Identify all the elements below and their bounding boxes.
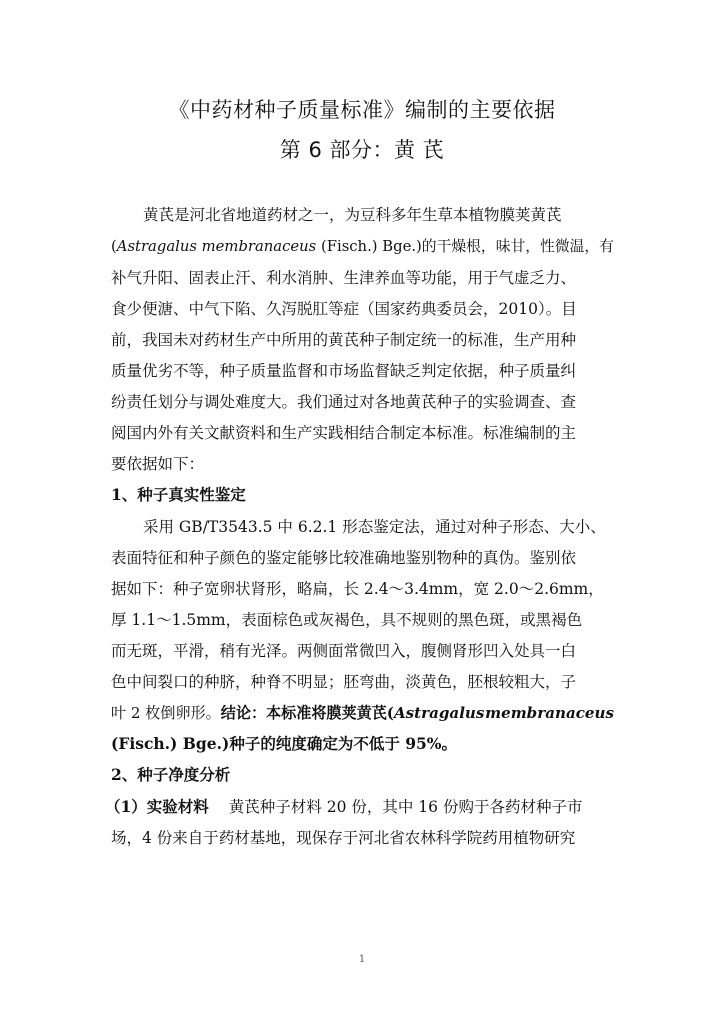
latin-name: membranaceus [485, 704, 614, 722]
latin-name: Astragalus membranaceus [116, 238, 317, 255]
paragraph-line: 而无斑，平滑，稍有光泽。两侧面常微凹入，腹侧肾形凹入处具一白 [111, 642, 577, 660]
conclusion-text: 结论：本标准将膜荚黄芪( [220, 704, 394, 722]
paragraph-line: 质量优劣不等，种子质量监督和市场监督缺乏判定依据，种子质量纠 [111, 362, 577, 380]
paragraph-line [111, 703, 614, 723]
latin-name: Astragalus [393, 704, 485, 722]
document-title: 《中药材种子质量标准》编制的主要依据 [168, 98, 556, 122]
section-heading: 1、种子真实性鉴定 [111, 485, 246, 504]
section-heading: 2、种子净度分析 [111, 765, 231, 784]
paragraph-line: 色中间裂口的种脐，种脊不明显；胚弯曲，淡黄色，胚根较粗大，子 [111, 673, 577, 691]
document-subtitle: 第 6 部分：黄 芪 [279, 138, 445, 162]
conclusion-text: (Fisch.) Bge.)种子的纯度确定为不低于 95%。 [111, 734, 458, 753]
paren-open: ( [111, 238, 117, 255]
paragraph-line: 纷责任划分与调处难度大。我们通过对各地黄芪种子的实验调查、查 [111, 393, 577, 411]
paragraph-line: 食少便溏、中气下陷、久泻脱肛等症（国家药典委员会，2010）。目 [111, 300, 577, 318]
paragraph-line: 前，我国未对药材生产中所用的黄芪种子制定统一的标准，生产用种 [111, 331, 577, 349]
paragraph-line: 阅国内外有关文献资料和生产实践相结合制定本标准。标准编制的主 [111, 424, 577, 442]
paragraph-text: 叶 2 枚倒卵形。 [111, 704, 221, 722]
paragraph-line: 厚 1.1～1.5mm，表面棕色或灰褐色，具不规则的黑色斑，或黑褐色 [111, 611, 583, 629]
paragraph-line: 场，4 份来自于药材基地，现保存于河北省农林科学院药用植物研究 [111, 829, 576, 847]
paragraph-line: 表面特征和种子颜色的鉴定能够比较准确地鉴别物种的真伪。鉴别依 [111, 549, 577, 567]
conclusion-group [111, 703, 484, 723]
paragraph-text: (Fisch.) Bge.)的干燥根，味甘，性微温，有 [316, 238, 614, 255]
paragraph-text: 黄芪种子材料 20 份，其中 16 份购于各药材种子市 [228, 798, 583, 816]
paragraph-line [111, 237, 614, 257]
paragraph-line: 采用 GB/T3543.5 中 6.2.1 形态鉴定法，通过对种子形态、大小、 [143, 518, 606, 536]
page-number: 1 [358, 954, 366, 965]
paragraph-line: 要依据如下： [111, 455, 205, 473]
paragraph-line [105, 797, 614, 817]
paragraph-line: 黄芪是河北省地道药材之一，为豆科多年生草本植物膜荚黄芪 [143, 206, 562, 224]
paragraph-line: 补气升阳、固表止汗、利水消肿、生津养血等功能，用于气虚乏力、 [111, 269, 577, 287]
paragraph-line: 据如下：种子宽卵状肾形，略扁，长 2.4～3.4mm，宽 2.0～2.6mm， [111, 580, 604, 598]
subsection-label: （1）实验材料 [105, 797, 209, 816]
